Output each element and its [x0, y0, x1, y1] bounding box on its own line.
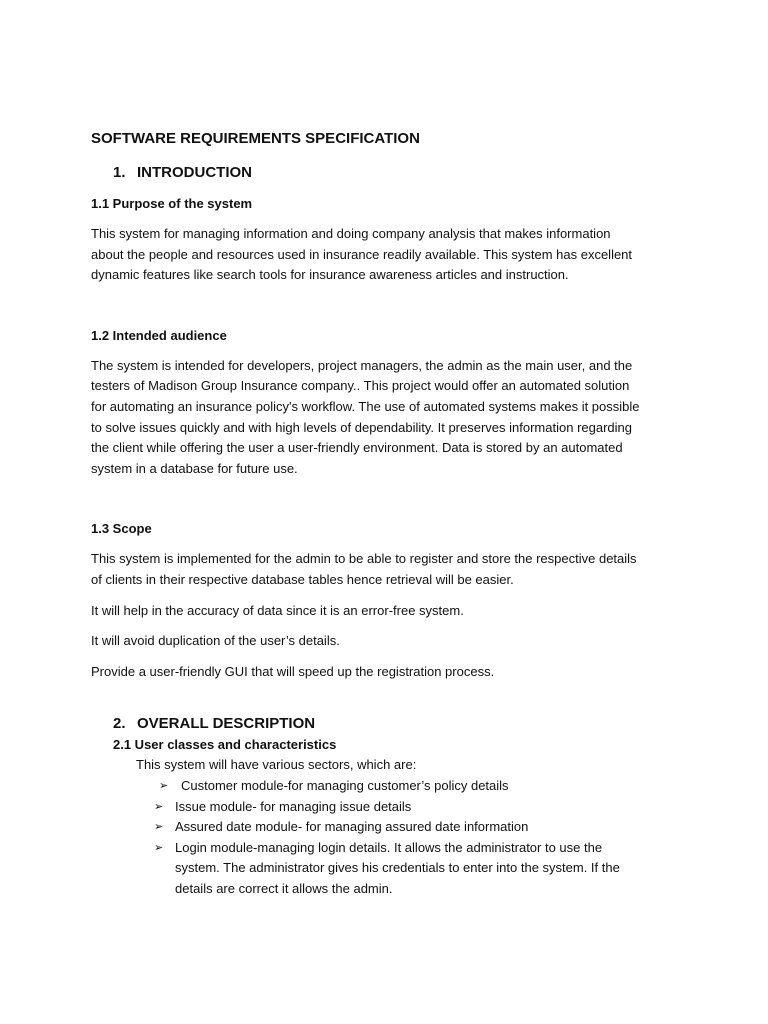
subsection-heading-user-classes: 2.1 User classes and characteristics	[113, 737, 337, 753]
paragraph-duplication: It will avoid duplication of the user’s details.	[91, 633, 340, 649]
document-body	[91, 128, 691, 899]
module-list	[91, 776, 691, 900]
list-item-text: Customer module-for managing customer’s policy details	[181, 777, 509, 793]
section-title: INTRODUCTION	[137, 164, 252, 181]
list-item	[91, 776, 691, 797]
section-title: OVERALL DESCRIPTION	[137, 715, 316, 733]
list-item	[91, 817, 691, 838]
text-line: for automating an insurance policy's workflow. The use of automated systems makes it possible	[91, 398, 640, 414]
paragraph-accuracy: It will help in the accuracy of data since it is an error-free system.	[91, 602, 464, 618]
list-item-text-continued: details are correct it allows the admin.	[175, 880, 393, 896]
arrow-bullet-icon: ➢	[159, 779, 169, 792]
list-item-text: Issue module- for managing issue details	[175, 798, 412, 814]
paragraph-scope	[91, 549, 691, 590]
text-line: of clients in their respective database tables hence retrieval will be easier.	[91, 571, 514, 587]
subsection-heading-purpose: 1.1 Purpose of the system	[91, 196, 253, 211]
arrow-bullet-icon: ➢	[154, 841, 164, 854]
paragraph-gui: Provide a user-friendly GUI that will speed up the registration process.	[91, 663, 495, 679]
text-line: the client while offering the user a user-friendly environment. Data is stored by an automated	[91, 440, 623, 456]
arrow-bullet-icon: ➢	[154, 821, 164, 834]
text-line: This system is implemented for the admin to be able to register and store the respective details	[91, 551, 637, 567]
paragraph-purpose	[91, 224, 691, 286]
document-title: SOFTWARE REQUIREMENTS SPECIFICATION	[91, 130, 420, 147]
text-line: testers of Madison Group Insurance company.. This project would offer an automated solution	[91, 378, 630, 394]
list-item	[91, 838, 691, 900]
section-number: 1.	[113, 164, 126, 181]
section-heading-overall-description	[113, 713, 691, 735]
list-item-text-continued: system. The administrator gives his credentials to enter into the system. If the	[175, 860, 620, 876]
list-item-text: Login module-managing login details. It allows the administrator to use the	[175, 839, 603, 855]
list-item-text: Assured date module- for managing assured date information	[175, 819, 529, 835]
text-line: The system is intended for developers, project managers, the admin as the main user, and the	[91, 357, 633, 373]
text-line: system in a database for future use.	[91, 460, 298, 476]
arrow-bullet-icon: ➢	[154, 800, 164, 813]
text-line: dynamic features like search tools for insurance awareness articles and instruction.	[91, 267, 569, 283]
subsection-heading-intended-audience: 1.2 Intended audience	[91, 327, 227, 343]
paragraph-intended-audience	[91, 356, 691, 480]
section-number: 2.	[113, 715, 126, 733]
text-line: about the people and resources used in insurance readily available. This system has excellent	[91, 246, 633, 262]
list-item	[91, 797, 691, 818]
text-line: This system for managing information and doing company analysis that makes information	[91, 226, 611, 241]
subsection-heading-scope: 1.3 Scope	[91, 521, 152, 537]
text-line: to solve issues quickly and with high levels of dependability. It preserves information regarding	[91, 419, 632, 435]
section-heading-introduction	[113, 162, 691, 184]
paragraph-sectors-intro: This system will have various sectors, which are:	[136, 757, 417, 773]
